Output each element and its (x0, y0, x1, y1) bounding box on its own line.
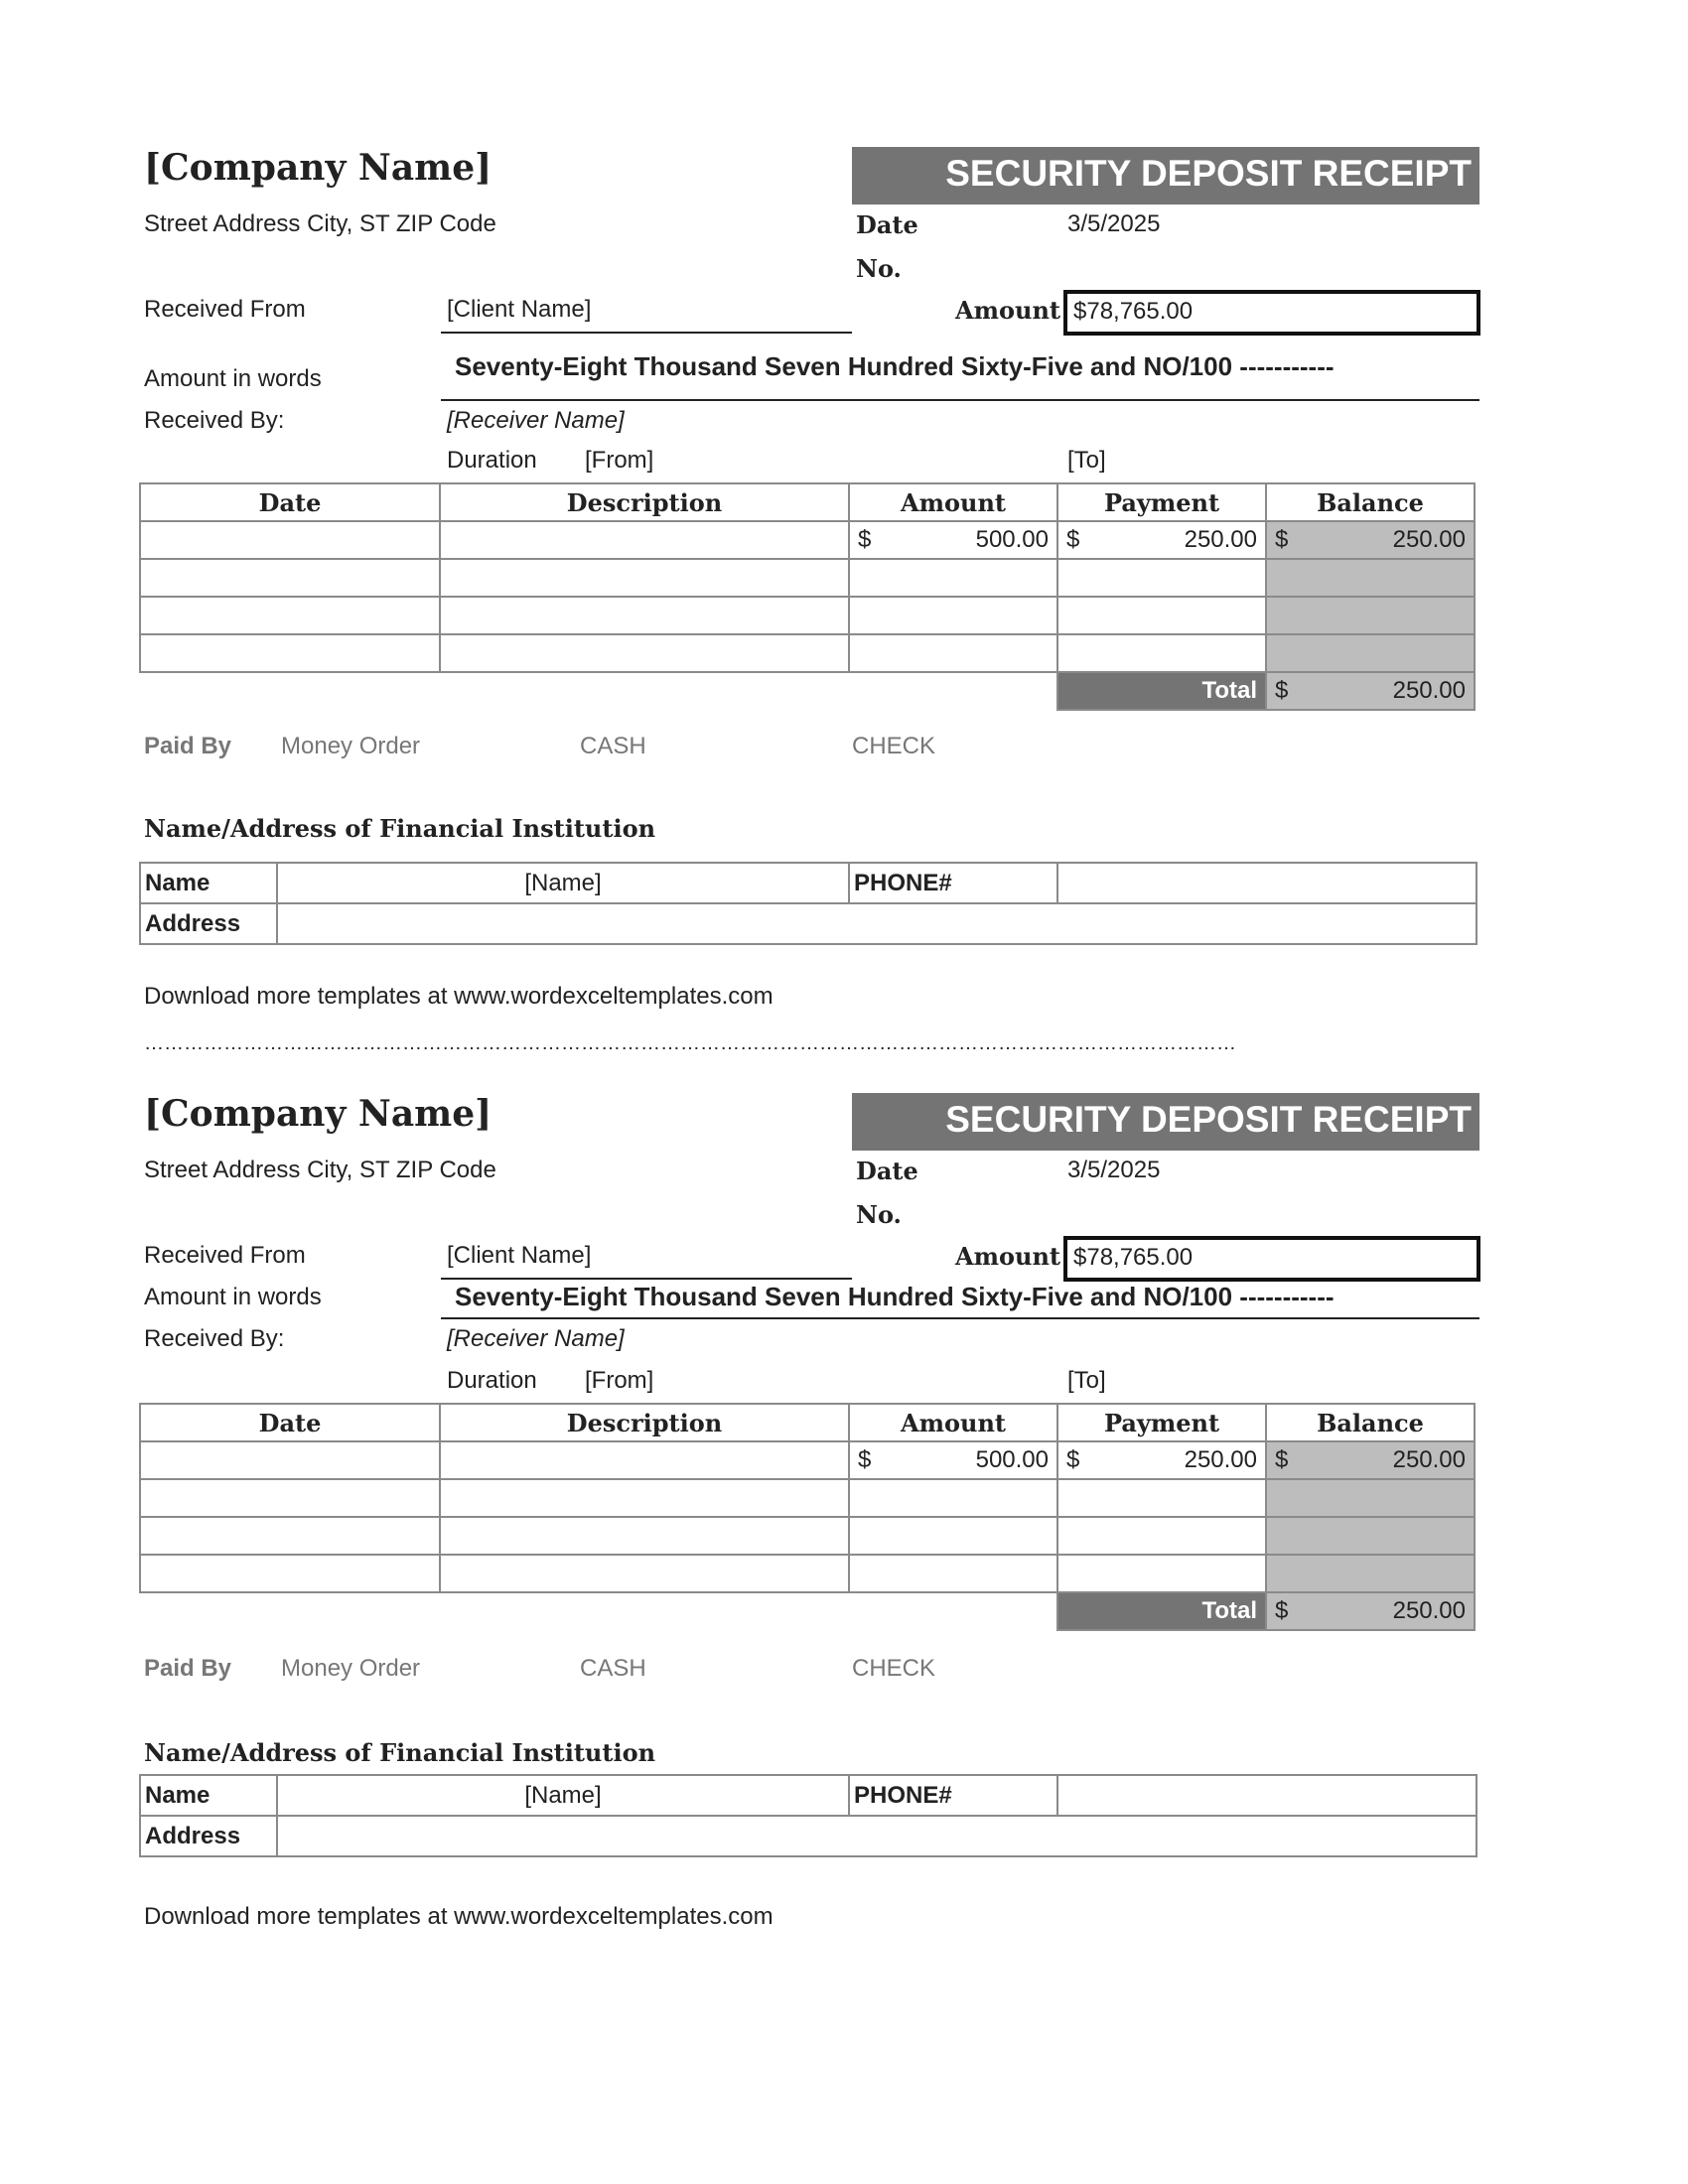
cell-payment[interactable] (1057, 1441, 1266, 1479)
institution-table (139, 1774, 1477, 1857)
institution-title: Name/Address of Financial Institution (144, 1738, 656, 1767)
duration-from[interactable]: [From] (585, 1367, 654, 1394)
cell-balance (1266, 521, 1475, 559)
receipt-title: SECURITY DEPOSIT RECEIPT (852, 147, 1479, 205)
duration-label: Duration (447, 447, 537, 474)
col-amount: Amount (849, 483, 1057, 521)
ledger-table (139, 1403, 1476, 1631)
ledger-table (139, 482, 1476, 711)
client-underline (441, 332, 852, 334)
total-value-cell (1266, 1592, 1475, 1630)
paid-option-check[interactable]: CHECK (852, 733, 936, 759)
table-row (140, 1517, 1475, 1555)
received-by-label: Received By: (144, 407, 285, 434)
cell-balance (1266, 597, 1475, 634)
cell-date[interactable] (140, 1441, 440, 1479)
cell-date[interactable] (140, 1555, 440, 1592)
payment-value: 250.00 (1184, 1446, 1257, 1473)
inst-name-value[interactable]: [Name] (277, 1775, 849, 1816)
company-name: [Company Name] (144, 147, 492, 189)
inst-address-label: Address (140, 1816, 277, 1856)
col-payment: Payment (1057, 483, 1266, 521)
inst-address-label: Address (140, 903, 277, 944)
client-name[interactable]: [Client Name] (447, 1242, 592, 1269)
client-name[interactable]: [Client Name] (447, 296, 592, 323)
cell-balance (1266, 634, 1475, 672)
total-label: Total (1057, 1592, 1266, 1630)
total-value: 250.00 (1392, 677, 1466, 704)
amount-value-box[interactable]: $78,765.00 (1063, 1236, 1480, 1282)
table-row (140, 597, 1475, 634)
table-row (140, 1479, 1475, 1517)
cut-separator: ………………………………………………………………………………………………………………………………………………… (144, 1032, 1236, 1054)
table-row (140, 521, 1475, 559)
currency-symbol: $ (1275, 1597, 1289, 1624)
paid-by-label: Paid By (144, 1655, 232, 1682)
currency-symbol: $ (858, 526, 872, 553)
institution-address-row (140, 903, 1477, 944)
cell-payment[interactable] (1057, 521, 1266, 559)
date-value: 3/5/2025 (1067, 1157, 1161, 1183)
cell-amount[interactable] (849, 634, 1057, 672)
cell-amount[interactable] (849, 597, 1057, 634)
payment-value: 250.00 (1184, 526, 1257, 553)
amount-in-words-label: Amount in words (144, 365, 322, 392)
ledger-header-row (140, 483, 1475, 521)
inst-phone-value[interactable] (1057, 863, 1477, 903)
cell-date[interactable] (140, 1479, 440, 1517)
street-address: Street Address City, ST ZIP Code (144, 210, 496, 237)
amount-in-words[interactable]: Seventy-Eight Thousand Seven Hundred Sixty-Five and NO/100 ----------- (455, 351, 1335, 381)
col-date: Date (140, 1404, 440, 1441)
inst-address-value[interactable] (277, 1816, 1477, 1856)
inst-phone-label: PHONE# (849, 863, 1057, 903)
duration-label: Duration (447, 1367, 537, 1394)
receipt-top (0, 147, 1688, 1060)
receipt-title: SECURITY DEPOSIT RECEIPT (852, 1093, 1479, 1151)
table-row (140, 1441, 1475, 1479)
amount-label: Amount (955, 296, 1061, 325)
institution-name-row (140, 863, 1477, 903)
currency-symbol: $ (1066, 526, 1080, 553)
cell-balance (1266, 1517, 1475, 1555)
cell-amount[interactable] (849, 521, 1057, 559)
receiver-name[interactable]: [Receiver Name] (447, 407, 625, 434)
duration-to[interactable]: [To] (1067, 447, 1106, 474)
currency-symbol: $ (1275, 677, 1289, 704)
paid-option-money-order[interactable]: Money Order (281, 733, 421, 759)
inst-phone-label: PHONE# (849, 1775, 1057, 1816)
currency-symbol: $ (858, 1446, 872, 1473)
receiver-name[interactable]: [Receiver Name] (447, 1325, 625, 1352)
download-link-text[interactable]: Download more templates at www.wordexceltemplates.com (144, 983, 774, 1010)
cell-balance (1266, 1555, 1475, 1592)
cell-payment[interactable] (1057, 559, 1266, 597)
institution-table (139, 862, 1477, 945)
col-description: Description (440, 1404, 849, 1441)
institution-address-row (140, 1816, 1477, 1856)
company-name: [Company Name] (144, 1093, 492, 1135)
inst-name-label: Name (140, 1775, 277, 1816)
cell-amount[interactable] (849, 1555, 1057, 1592)
cell-description[interactable] (440, 1517, 849, 1555)
col-balance: Balance (1266, 1404, 1475, 1441)
cell-payment[interactable] (1057, 1479, 1266, 1517)
cell-description[interactable] (440, 1555, 849, 1592)
inst-name-value[interactable]: [Name] (277, 863, 849, 903)
currency-symbol: $ (1066, 1446, 1080, 1473)
street-address: Street Address City, ST ZIP Code (144, 1157, 496, 1183)
table-row (140, 634, 1475, 672)
col-date: Date (140, 483, 440, 521)
amount-in-words-label: Amount in words (144, 1284, 322, 1310)
institution-title: Name/Address of Financial Institution (144, 814, 656, 843)
cell-date[interactable] (140, 634, 440, 672)
cell-description[interactable] (440, 1479, 849, 1517)
receipt-bottom (0, 1093, 1688, 2006)
words-underline (441, 399, 1479, 401)
balance-value: 250.00 (1392, 526, 1466, 553)
cell-date[interactable] (140, 521, 440, 559)
received-from-label: Received From (144, 296, 306, 323)
amount-value: 500.00 (975, 1446, 1049, 1473)
duration-from[interactable]: [From] (585, 447, 654, 474)
date-label: Date (856, 1157, 918, 1185)
cell-date[interactable] (140, 559, 440, 597)
cell-payment[interactable] (1057, 1517, 1266, 1555)
paid-option-check[interactable]: CHECK (852, 1655, 936, 1682)
received-by-label: Received By: (144, 1325, 285, 1352)
number-label: No. (856, 1200, 902, 1229)
cell-date[interactable] (140, 1517, 440, 1555)
cell-amount[interactable] (849, 1441, 1057, 1479)
total-label: Total (1057, 672, 1266, 710)
col-amount: Amount (849, 1404, 1057, 1441)
col-description: Description (440, 483, 849, 521)
cell-payment[interactable] (1057, 1555, 1266, 1592)
paid-option-cash[interactable]: CASH (580, 1655, 646, 1682)
amount-label: Amount (955, 1242, 1061, 1271)
currency-symbol: $ (1275, 526, 1289, 553)
duration-to[interactable]: [To] (1067, 1367, 1106, 1394)
cell-balance (1266, 1441, 1475, 1479)
number-label: No. (856, 254, 902, 283)
col-payment: Payment (1057, 1404, 1266, 1441)
date-label: Date (856, 210, 918, 239)
date-value: 3/5/2025 (1067, 210, 1161, 237)
inst-phone-value[interactable] (1057, 1775, 1477, 1816)
cell-date[interactable] (140, 597, 440, 634)
words-underline (441, 1317, 1479, 1319)
inst-address-value[interactable] (277, 903, 1477, 944)
paid-by-label: Paid By (144, 733, 232, 759)
received-from-label: Received From (144, 1242, 306, 1269)
institution-name-row (140, 1775, 1477, 1816)
cell-description[interactable] (440, 634, 849, 672)
cell-amount[interactable] (849, 559, 1057, 597)
cell-balance (1266, 559, 1475, 597)
cell-amount[interactable] (849, 1517, 1057, 1555)
amount-value-box[interactable]: $78,765.00 (1063, 290, 1480, 336)
table-row (140, 1555, 1475, 1592)
cell-amount[interactable] (849, 1479, 1057, 1517)
total-row (140, 1592, 1475, 1630)
cell-description[interactable] (440, 597, 849, 634)
total-value-cell (1266, 672, 1475, 710)
ledger-header-row (140, 1404, 1475, 1441)
cell-payment[interactable] (1057, 597, 1266, 634)
download-link-text[interactable]: Download more templates at www.wordexceltemplates.com (144, 1903, 774, 1930)
amount-value: 500.00 (975, 526, 1049, 553)
currency-symbol: $ (1275, 1446, 1289, 1473)
cell-description[interactable] (440, 521, 849, 559)
cell-description[interactable] (440, 1441, 849, 1479)
inst-name-label: Name (140, 863, 277, 903)
amount-in-words[interactable]: Seventy-Eight Thousand Seven Hundred Sixty-Five and NO/100 ----------- (455, 1282, 1335, 1311)
paid-option-cash[interactable]: CASH (580, 733, 646, 759)
balance-value: 250.00 (1392, 1446, 1466, 1473)
cell-balance (1266, 1479, 1475, 1517)
total-row (140, 672, 1475, 710)
client-underline (441, 1278, 852, 1280)
cell-payment[interactable] (1057, 634, 1266, 672)
table-row (140, 559, 1475, 597)
cell-description[interactable] (440, 559, 849, 597)
total-value: 250.00 (1392, 1597, 1466, 1624)
col-balance: Balance (1266, 483, 1475, 521)
paid-option-money-order[interactable]: Money Order (281, 1655, 421, 1682)
